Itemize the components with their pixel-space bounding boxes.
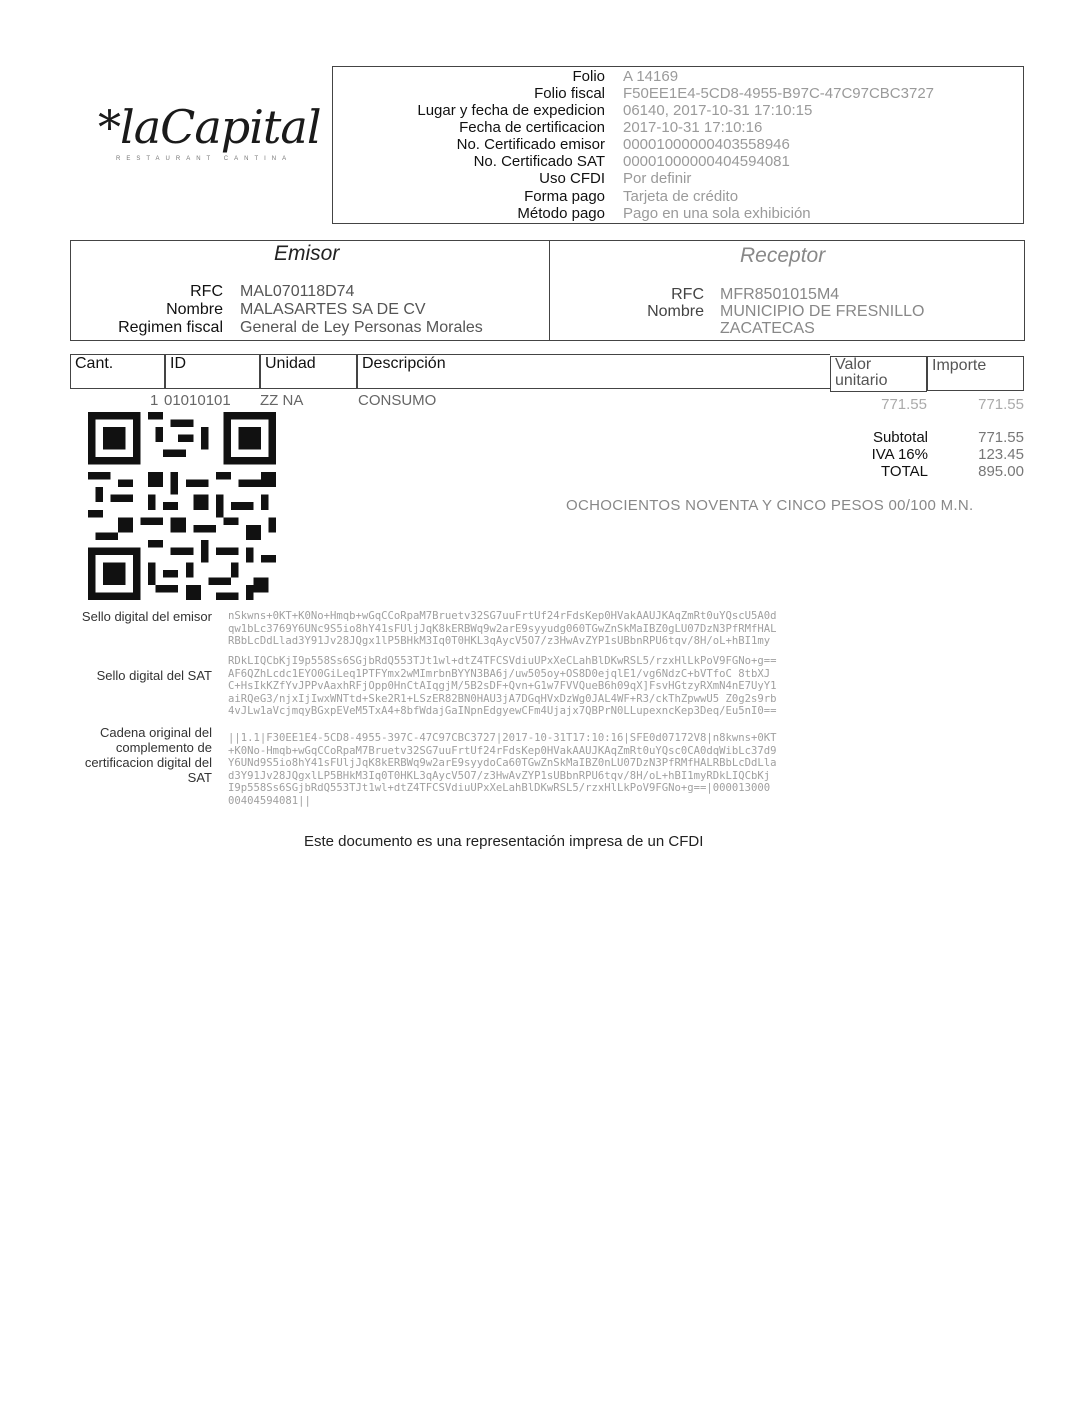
header-row-folio: Folio A 14169 (572, 68, 679, 85)
header-row-folio-fiscal: Folio fiscal F50EE1E4-5CD8-4955-B97C-47C97CBC3727 (534, 85, 935, 102)
header-row-forma-pago: Forma pago Tarjeta de crédito (524, 188, 739, 205)
row-descripcion: CONSUMO (358, 392, 437, 409)
receptor-rfc-label: RFC (671, 286, 704, 303)
subtotal-value: 771.55 (978, 429, 1024, 446)
header-row-fecha-certificacion: Fecha de certificacion 2017-10-31 17:10:16 (459, 119, 763, 136)
cadena-original-label: Cadena original del complemento de certificacion digital del SAT (84, 725, 212, 785)
row-unidad: ZZ NA (260, 392, 304, 409)
col-valor-unitario: Valor unitario (830, 356, 927, 392)
subtotal-label: Subtotal (872, 429, 928, 446)
emisor-nombre: MALASARTES SA DE CV (240, 301, 426, 318)
company-logo (98, 100, 321, 180)
receptor-title: Receptor (740, 244, 826, 267)
sello-emisor: nSkwns+0KT+K0No+Hmqb+wGqCCoRpaM7Bruetv32SG7uuFrtUf24rFdsKep0HVakAAUJKAqZmRt0uYQscU5A0d qw1bLc3769Y6UNc9S5io8hY41sFUljJqK8kERBWq9w2arE9syyudg060TGwZnSkMaIBZ0gLU07DzN3PfRMfHAL RBbLcDdLlad3Y91Jv28JQgx1lP5BHkM3Iq0T0HKL3qAycV5O7/z3HwAvZYP1sUBbnRPU6tqv/8H/oL+hBI1my (228, 610, 777, 648)
receptor-rfc: MFR8501015M4 (720, 286, 840, 303)
total-en-letra: OCHOCIENTOS NOVENTA Y CINCO PESOS 00/100 M.N. (566, 497, 974, 514)
col-importe: Importe (927, 356, 1024, 391)
receptor-nombre-line1: MUNICIPIO DE FRESNILLO (720, 303, 925, 320)
header-row-cert-emisor: No. Certificado emisor 00001000000403558946 (456, 136, 790, 153)
logo-tagline: RESTAURANT CANTINA (116, 156, 293, 162)
invoice-header-box (332, 66, 1024, 224)
header-row-uso-cfdi: Uso CFDI Por definir (539, 170, 692, 187)
header-row-metodo-pago: Método pago Pago en una sola exhibición (517, 205, 811, 222)
col-id: ID (165, 354, 260, 389)
header-row-lugar-fecha: Lugar y fecha de expedicion 06140, 2017-10-31 17:10:15 (417, 102, 813, 119)
emisor-rfc-label: RFC (190, 283, 223, 300)
emisor-nombre-label: Nombre (166, 301, 223, 318)
header-row-cert-sat: No. Certificado SAT 00001000000404594081 (473, 153, 790, 170)
iva-value: 123.45 (978, 446, 1024, 463)
row-cant: 1 (150, 392, 159, 409)
sello-sat-label: Sello digital del SAT (96, 668, 212, 683)
receptor-nombre-label: Nombre (647, 303, 704, 320)
emisor-regimen-label: Regimen fiscal (118, 319, 223, 336)
qr-code-icon (88, 412, 276, 600)
sello-sat: RDkLIQCbKjI9p558Ss6SGjbRdQ553TJt1wl+dtZ4TFCSVdiuUPxXeCLahBlDKwRSL5/rzxHlLkPoV9FGNo+g== AF6QZhLcdc1EYO0GiLeq1PTFYmx2wMImrbnBYYN3BA6j/uw505oy+OS8D0ejqlE1/vg6NdzC+bVTfoC 8tbXJ C+HsIkKZfYvJPPvAaxhRFjOpp0HnCtAIqgjM/5B2sDF+Qvn+G1w7FVVQueB6h09qX]FsvHGtzyRXmN4nE7UyY1 aiRQeG3/njxIjIwxWNTtd+Ske2R1+LSzER82BN0HAU3jA7DGqHVxDzWg0JAL4WF+R3/ckThZpwwU5 Z0g2s9rb 4vJLw1aVcjmqyBGxpEVeM5TxA4+8bfWdajGaINpnEdgyewCFm4Ujajx7QBPrN0LLupexncKep3Deq/Eu5nI0== (228, 655, 777, 718)
col-unidad: Unidad (260, 354, 357, 389)
total-label: TOTAL (881, 463, 928, 480)
parties-divider (549, 241, 550, 340)
emisor-rfc: MAL070118D74 (240, 283, 355, 300)
footer-note: Este documento es una representación impresa de un CFDI (304, 833, 704, 850)
total-value: 895.00 (978, 463, 1024, 480)
row-importe: 771.55 (978, 396, 1024, 413)
emisor-regimen: General de Ley Personas Morales (240, 319, 483, 336)
row-id: 01010101 (164, 392, 231, 409)
row-valor: 771.55 (881, 396, 927, 413)
logo-name: *laCapital (98, 100, 321, 154)
cadena-original: ||1.1|F30EE1E4-5CD8-4955-397C-47C97CBC3727|2017-10-31T17:10:16|SFE0d07172V8|n8kwns+0KT +K0No-Hmqb+wGqCCoRpaM7Bruetv32SG7uuFrtUf24rFdsKep0HVakAAUJKAqZmRt0uYQsc0CA0dqWibLc37d9 Y6UNd9S5io8hY41sFUljJqK8kERBWq9w2arE9syydoCa60TGwZnSkMaIBZ0nLU07DzN3PfRMfHALRBbLcDdLla d3Y91Jv28JQgxlLP5BHkM3Iq0T0HKL3qAycV5O7/z3HwAvZYP1sUBbnRPU6tqv/8H/oL+hBI1myRDkLIQCbKj I9p558Ss6SGjbRdQ553TJt1wl+dtZ4TFCSVdiuUPxXeLahBlDKwRSL5/rzxHlLkPoV9FGNo+g==|000013000 00404594081|| (228, 732, 777, 807)
sello-emisor-label: Sello digital del emisor (81, 609, 212, 624)
emisor-title: Emisor (274, 242, 340, 265)
col-cant: Cant. (70, 354, 165, 389)
receptor-nombre-line2: ZACATECAS (720, 320, 815, 337)
col-descripcion: Descripción (357, 354, 830, 389)
iva-label: IVA 16% (871, 446, 928, 463)
